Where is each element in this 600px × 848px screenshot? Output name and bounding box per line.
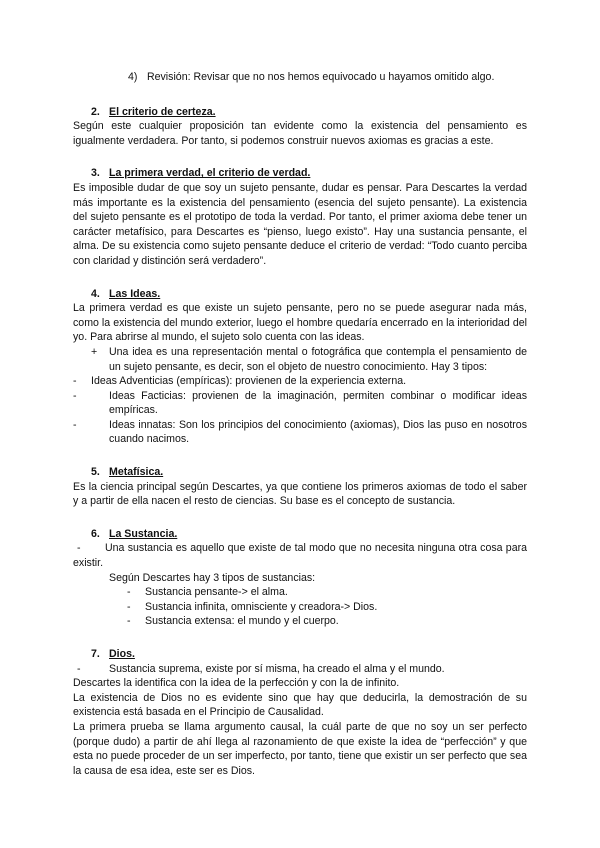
revision-number: 4) (128, 71, 138, 83)
revision-item (128, 70, 527, 85)
section-7-paragraph-3: La primera prueba se llama argumento causal, la cuál parte de que no soy un ser perfecto (porque dudo) a partir de ahí llega al razonamiento de que existe la idea de “perfección” y que esta no puede proceder de un ser imperfecto, por tanto, tiene que existir un ser perfecto que sea la causa de esa idea, este ser es Dios. (73, 720, 527, 777)
plus-bullet: + (91, 345, 98, 358)
idea-type-item (73, 389, 527, 418)
section-2-heading (73, 105, 527, 120)
section-6-number: 6. (91, 527, 100, 540)
section-5-title: Metafísica. (109, 466, 164, 479)
dash-bullet: - (73, 389, 77, 402)
idea-type-item (73, 418, 527, 447)
section-3-title: La primera verdad, el criterio de verdad. (109, 167, 311, 180)
idea-definition-text: Una idea es una representación mental o fotográfica que contempla el pensamiento de un sujeto pensante, es decir, son el objeto de nuestro conocimiento. Hay 3 tipos: (109, 345, 527, 373)
section-7-heading (73, 647, 527, 662)
dash-bullet: - (127, 586, 131, 599)
section-3-paragraph: Es imposible dudar de que soy un sujeto pensante, dudar es pensar. Para Descartes la verdad más importante es la existencia del pensamiento (esencia del sujeto pensante). La existencia del sujeto pensante es el prototipo de toda la verdad. Por tanto, el primer axioma debe tener un carácter metafísico, para Descartes es “pienso, luego existo”. Hay una sustancia pensante, el alma. De su existencia como sujeto pensante deduce el criterio de verdad: “Todo cuanto perciba con claridad y distinción será verdadero”. (73, 181, 527, 267)
section-2-title: El criterio de certeza. (109, 105, 216, 118)
section-5-heading (73, 465, 527, 480)
idea-type-text: Ideas Adventicias (empíricas): provienen de la experiencia externa. (91, 375, 407, 388)
substance-type-text: Sustancia extensa: el mundo y el cuerpo. (145, 615, 339, 628)
section-6-heading (73, 527, 527, 542)
section-2 (73, 105, 527, 149)
god-definition (73, 662, 527, 677)
section-5-paragraph: Es la ciencia principal según Descartes, ya que contiene los primeros axiomas de todo el saber y a partir de ella nacen el resto de ciencias. Su base es el concepto de sustancia. (73, 480, 527, 508)
substance-type-text: Sustancia infinita, omnisciente y creadora-> Dios. (145, 600, 378, 613)
section-2-number: 2. (91, 105, 100, 118)
substance-types-intro: Según Descartes hay 3 tipos de sustancias: (109, 571, 316, 584)
section-3-number: 3. (91, 167, 100, 180)
section-7-title: Dios. (109, 648, 135, 660)
section-4 (73, 287, 527, 448)
substance-definition (73, 541, 527, 570)
revision-text: Revisión: Revisar que no nos hemos equivocado u hayamos omitido algo. (146, 71, 495, 83)
section-7-paragraph-2: La existencia de Dios no es evidente sino que hay que deducirla, la demostración de su existencia está basada en el Principio de Causalidad. (73, 691, 527, 719)
substance-type-item (127, 614, 527, 629)
dash-bullet: - (77, 662, 81, 675)
section-4-paragraph: La primera verdad es que existe un sujeto pensante, pero no se puede asegurar nada más, como la existencia del mundo exterior, luego el hombre quedaría encerrado en la interioridad del yo. Para abrirse al mundo, el sujeto solo cuenta con las ideas. (73, 302, 527, 344)
idea-type-text: Ideas innatas: Son los principios del conocimiento (axiomas), Dios las puso en nosotros cuando nacimos. (109, 418, 527, 446)
dash-bullet: - (73, 418, 77, 431)
idea-definition (91, 345, 527, 374)
idea-type-text: Ideas Facticias: provienen de la imaginación, permiten combinar o modificar ideas empíricas. (109, 389, 527, 417)
section-5-number: 5. (91, 466, 100, 479)
section-5 (73, 465, 527, 509)
section-4-title: Las Ideas. (109, 287, 161, 300)
section-4-number: 4. (91, 287, 100, 300)
section-7-number: 7. (91, 648, 100, 660)
dash-bullet: - (77, 542, 81, 555)
substance-type-item (127, 585, 527, 600)
section-6-title: La Sustancia. (109, 527, 178, 540)
section-7 (73, 647, 527, 778)
idea-type-item (73, 374, 527, 389)
dash-bullet: - (73, 375, 77, 388)
dash-bullet: - (127, 615, 131, 628)
section-4-heading (73, 287, 527, 302)
substance-type-text: Sustancia pensante-> el alma. (145, 586, 288, 599)
god-definition-text: Sustancia suprema, existe por sí misma, ha creado el alma y el mundo. (109, 662, 445, 675)
section-3 (73, 166, 527, 268)
dash-bullet: - (127, 600, 131, 613)
section-3-heading (73, 166, 527, 181)
section-6 (73, 527, 527, 629)
section-2-paragraph: Según este cualquier proposición tan evidente como la existencia del pensamiento es igualmente verdadera. Por tanto, si podemos construir nuevos axiomas es gracias a este. (73, 120, 527, 147)
section-7-paragraph-1: Descartes la identifica con la idea de la perfección y con la de infinito. (73, 677, 400, 690)
substance-type-item (127, 600, 527, 615)
substance-definition-text: Una sustancia es aquello que existe de tal modo que no necesita ninguna otra cosa para existir. (73, 542, 527, 570)
